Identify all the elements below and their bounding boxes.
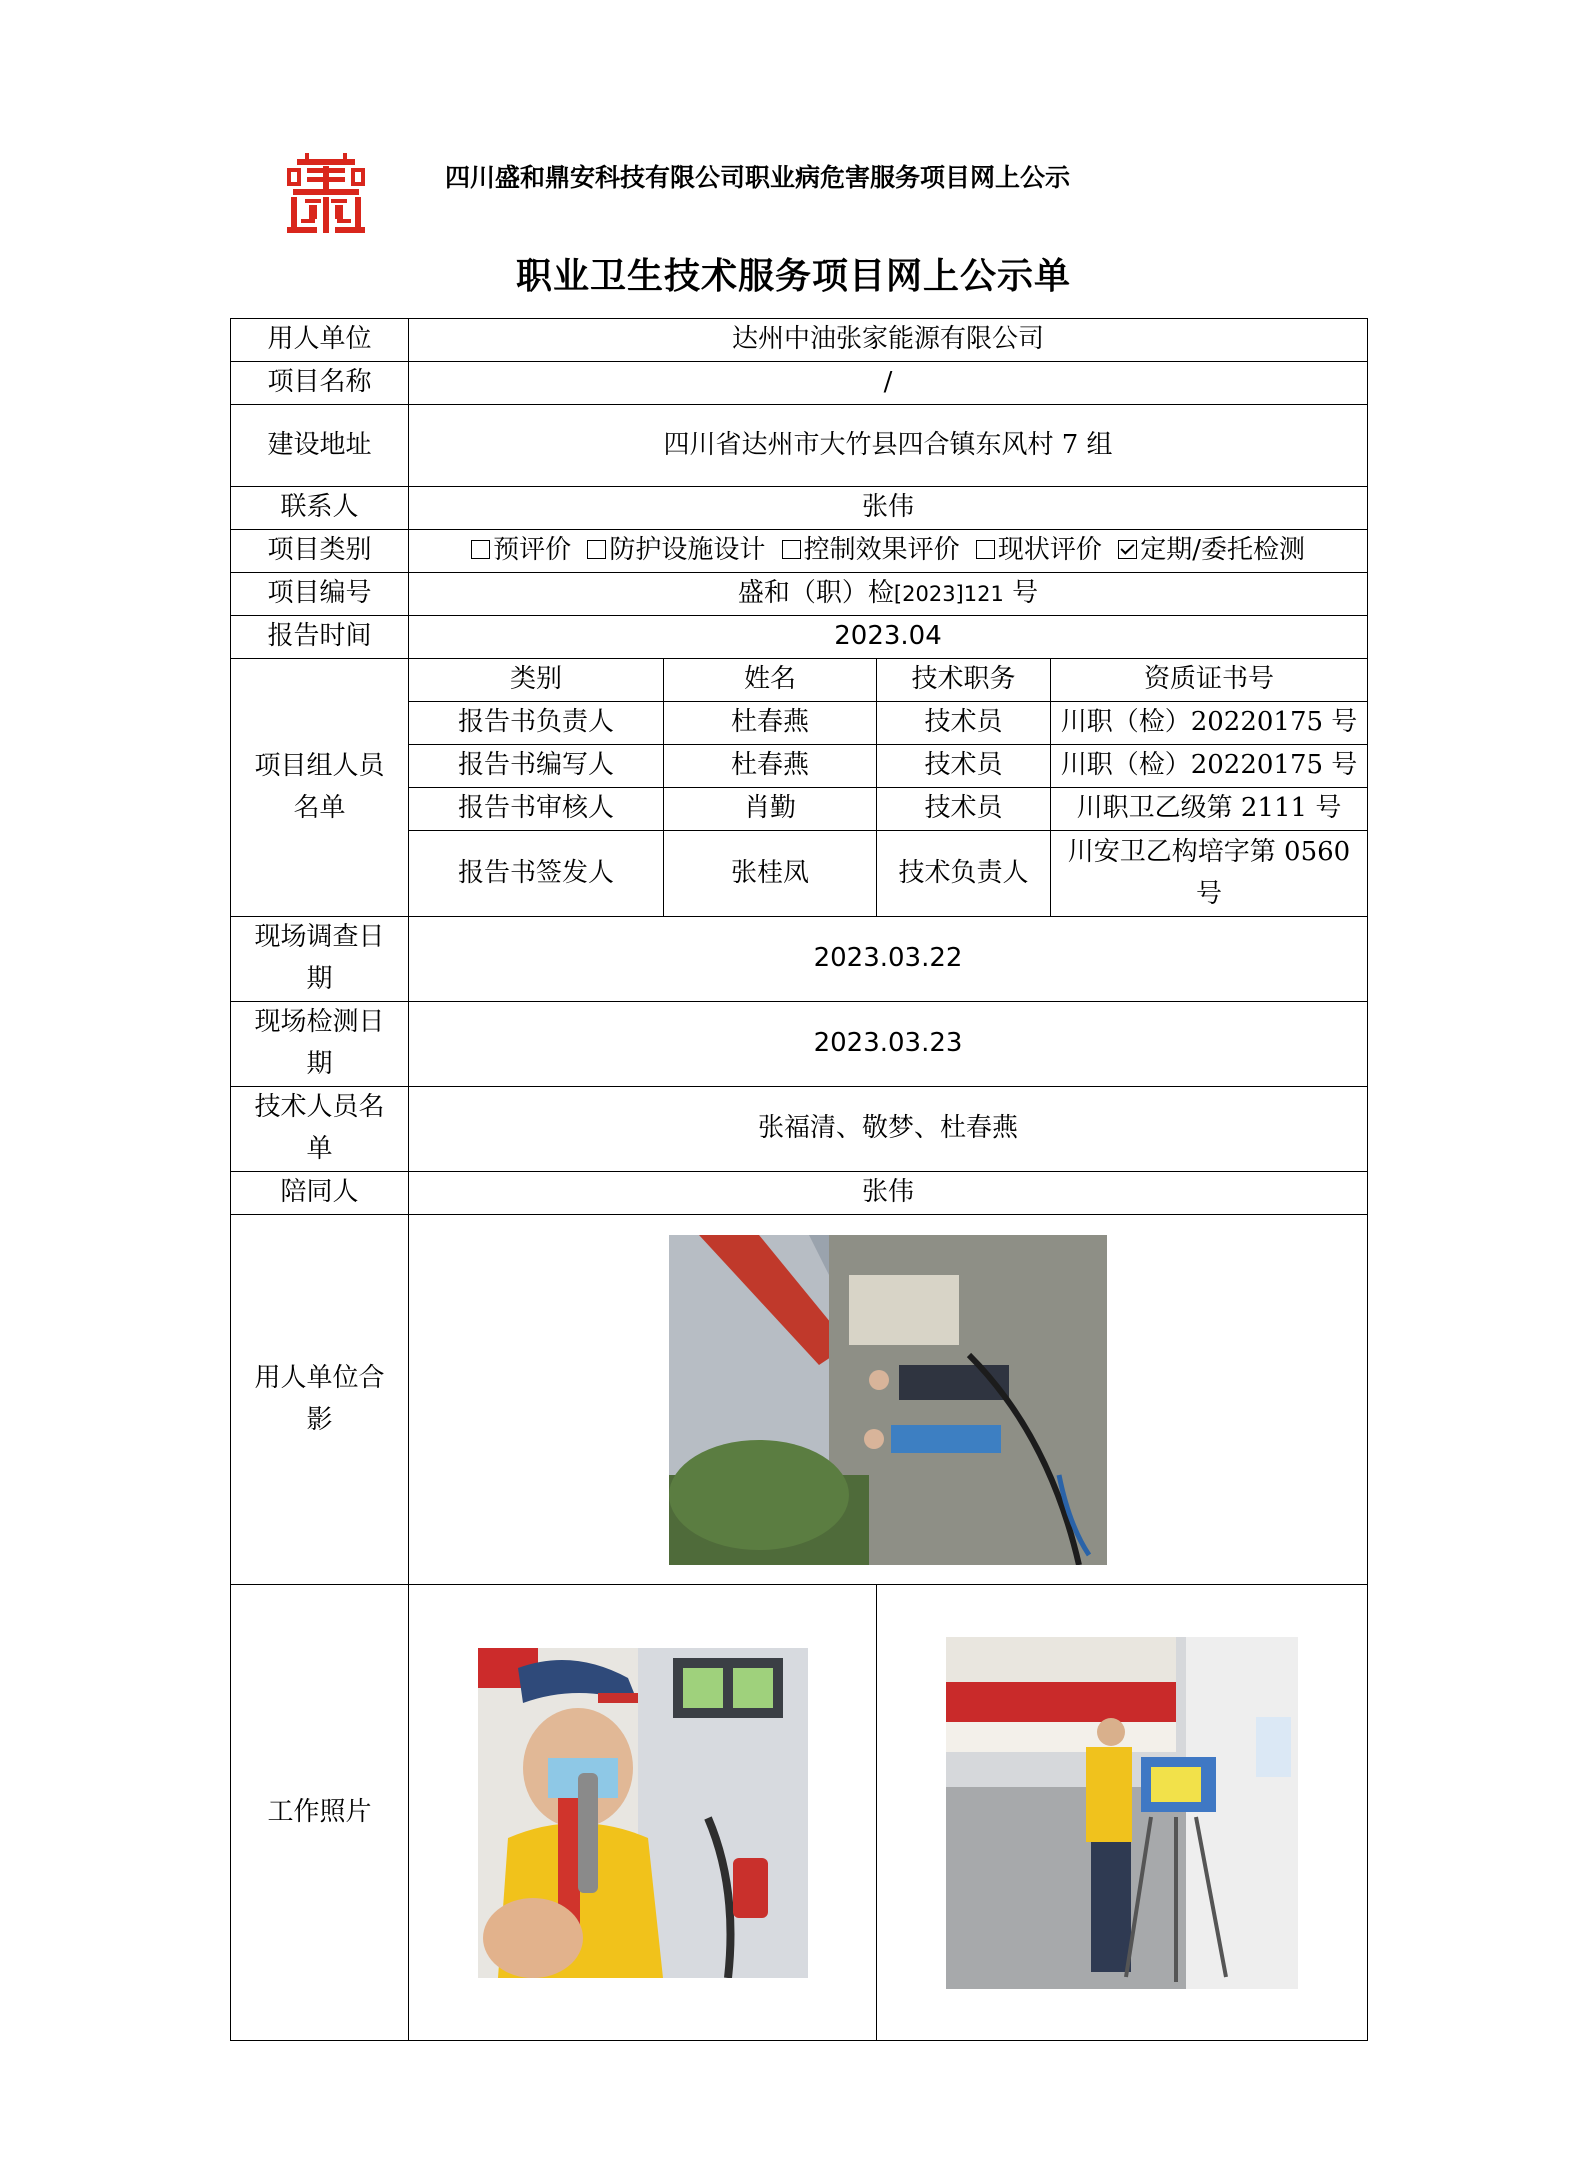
contact-label: 联系人: [231, 487, 409, 530]
document-title: 职业卫生技术服务项目网上公示单: [515, 255, 1071, 297]
team-name: 肖勤: [664, 788, 877, 831]
checkbox-icon: [471, 540, 490, 559]
checkbox-icon: [587, 540, 606, 559]
survey-date-label: 现场调查日期: [231, 917, 409, 1002]
team-name: 杜春燕: [664, 745, 877, 788]
work-photo-cell-1: [409, 1585, 877, 2041]
tech-staff-value: 张福清、敬梦、杜春燕: [409, 1087, 1368, 1172]
report-time-label: 报告时间: [231, 616, 409, 659]
team-role: 报告书编写人: [409, 745, 664, 788]
checkbox-checked-icon: [1118, 540, 1137, 559]
employer-label: 用人单位: [231, 319, 409, 362]
team-cert: 川职卫乙级第 2111 号: [1051, 788, 1368, 831]
team-name: 张桂凤: [664, 831, 877, 917]
category-option: 控制效果评价: [782, 535, 960, 565]
work-photo-image-1: [478, 1648, 808, 1978]
team-title: 技术负责人: [877, 831, 1051, 917]
escort-label: 陪同人: [231, 1172, 409, 1215]
project-name-value: /: [409, 362, 1368, 405]
team-title: 技术员: [877, 702, 1051, 745]
contact-value: 张伟: [409, 487, 1368, 530]
category-option: 防护设施设计: [587, 535, 765, 565]
project-no-label: 项目编号: [231, 573, 409, 616]
team-header-cert: 资质证书号: [1051, 659, 1368, 702]
address-value: 四川省达州市大竹县四合镇东风村 7 组: [409, 405, 1368, 487]
team-role: 报告书审核人: [409, 788, 664, 831]
team-header-name: 姓名: [664, 659, 877, 702]
group-photo-image: [669, 1235, 1107, 1565]
escort-value: 张伟: [409, 1172, 1368, 1215]
team-label: 项目组人员名单: [231, 659, 409, 917]
tech-staff-label: 技术人员名单: [231, 1087, 409, 1172]
report-time-value: 2023.04: [409, 616, 1368, 659]
company-header: 四川盛和鼎安科技有限公司职业病危害服务项目网上公示: [445, 163, 1071, 192]
team-name: 杜春燕: [664, 702, 877, 745]
category-option: 定期/委托检测: [1118, 535, 1305, 565]
project-name-label: 项目名称: [231, 362, 409, 405]
team-role: 报告书签发人: [409, 831, 664, 917]
team-header-role: 类别: [409, 659, 664, 702]
work-photo-cell-2: [877, 1585, 1368, 2041]
team-title: 技术员: [877, 788, 1051, 831]
test-date-label: 现场检测日期: [231, 1002, 409, 1087]
test-date-value: 2023.03.23: [409, 1002, 1368, 1087]
work-photo-image-2: [946, 1637, 1298, 1989]
team-cert: 川职（检）20220175 号: [1051, 702, 1368, 745]
project-no-value: 盛和（职）检[2023]121 号: [409, 573, 1368, 616]
employer-value: 达州中油张家能源有限公司: [409, 319, 1368, 362]
company-logo-icon: [287, 153, 365, 233]
category-label: 项目类别: [231, 530, 409, 573]
address-label: 建设地址: [231, 405, 409, 487]
checkbox-icon: [782, 540, 801, 559]
team-cert: 川安卫乙构培字第 0560 号: [1051, 831, 1368, 917]
team-role: 报告书负责人: [409, 702, 664, 745]
team-title: 技术员: [877, 745, 1051, 788]
survey-date-value: 2023.03.22: [409, 917, 1368, 1002]
category-option: 现状评价: [976, 535, 1102, 565]
group-photo-cell: [409, 1215, 1368, 1585]
team-header-title: 技术职务: [877, 659, 1051, 702]
checkbox-icon: [976, 540, 995, 559]
work-photo-label: 工作照片: [231, 1585, 409, 2041]
category-option: 预评价: [471, 535, 571, 565]
group-photo-label: 用人单位合影: [231, 1215, 409, 1585]
disclosure-form-table: [230, 318, 1368, 2041]
team-cert: 川职（检）20220175 号: [1051, 745, 1368, 788]
category-options: [409, 530, 1368, 573]
